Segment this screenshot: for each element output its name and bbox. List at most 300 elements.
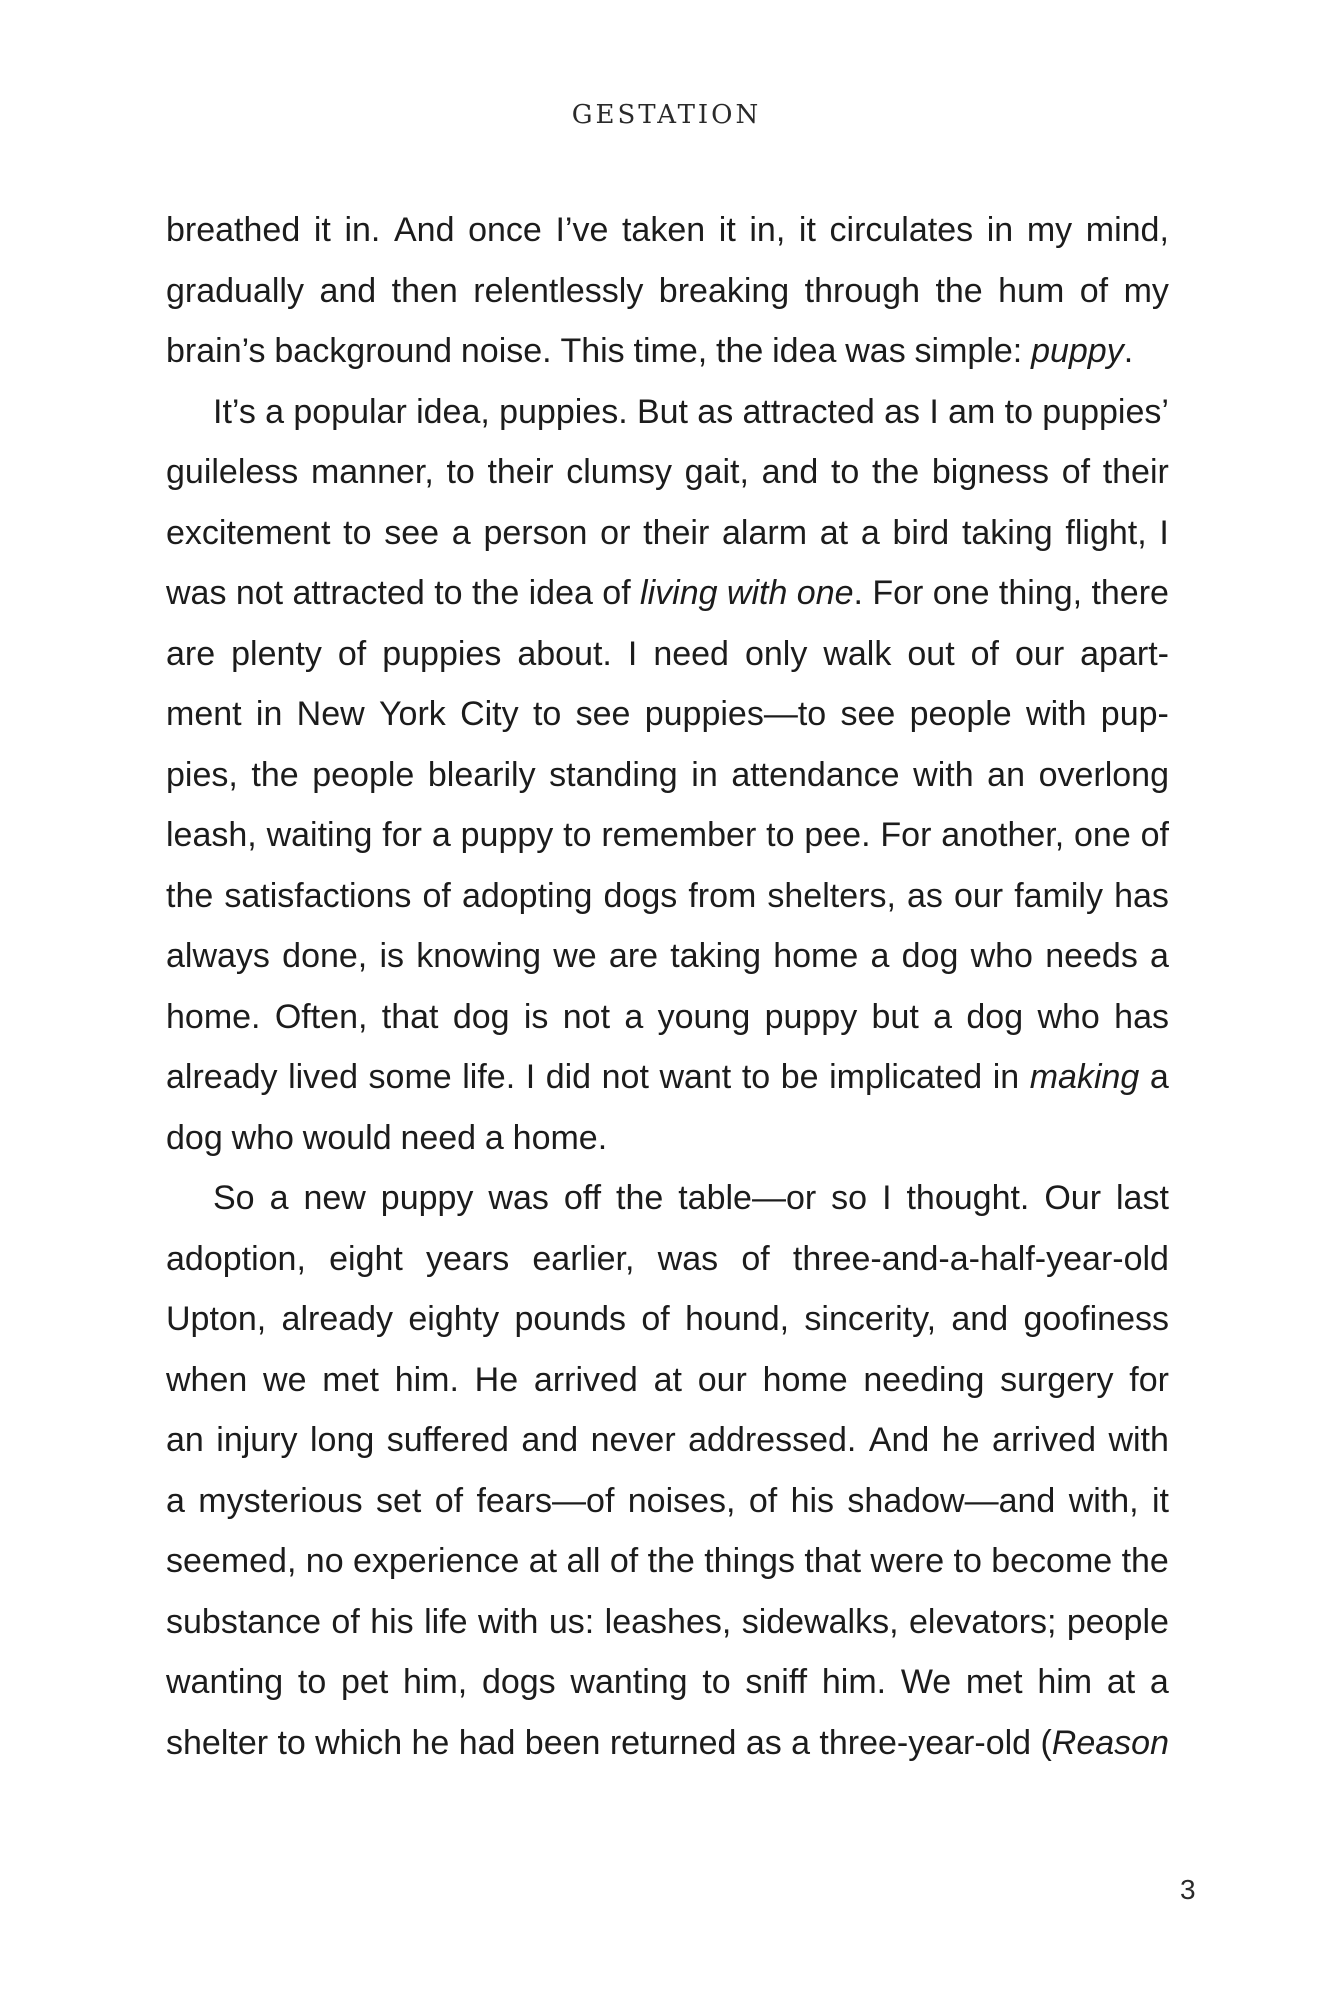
word: us: bbox=[548, 1602, 595, 1641]
word: circulates bbox=[829, 211, 974, 249]
word: pee. bbox=[804, 816, 871, 854]
word: implicated bbox=[829, 1058, 983, 1096]
word: my bbox=[1123, 271, 1169, 310]
text-line bbox=[166, 200, 1169, 261]
word: people bbox=[1066, 1602, 1169, 1641]
word: their bbox=[643, 513, 710, 552]
word: him, bbox=[402, 1663, 468, 1701]
word: idea bbox=[528, 574, 593, 612]
word: taken bbox=[621, 211, 706, 249]
word: then bbox=[391, 271, 458, 310]
word: a bbox=[1149, 1663, 1169, 1701]
text-line bbox=[166, 1350, 1169, 1411]
text-line bbox=[166, 987, 1169, 1048]
word: never bbox=[590, 1421, 676, 1459]
word: a bbox=[451, 513, 471, 552]
word: with bbox=[1108, 1421, 1169, 1459]
word: their bbox=[487, 453, 554, 491]
word: him bbox=[1037, 1663, 1093, 1701]
word: family bbox=[1014, 876, 1103, 915]
word: to bbox=[446, 453, 475, 491]
word: a bbox=[265, 392, 285, 431]
word: But bbox=[636, 392, 688, 431]
word: our bbox=[953, 876, 1004, 915]
word: or bbox=[600, 513, 631, 552]
word: adoption, bbox=[166, 1239, 306, 1278]
word: He bbox=[474, 1360, 519, 1399]
word: three-year-old bbox=[819, 1723, 1032, 1762]
word: dog bbox=[452, 997, 510, 1036]
word: for bbox=[1129, 1360, 1169, 1399]
word: bigness bbox=[931, 453, 1050, 491]
word: not bbox=[235, 574, 284, 612]
word: blearily bbox=[427, 755, 536, 794]
word: to bbox=[1004, 392, 1033, 431]
text-line bbox=[166, 503, 1169, 564]
text-line bbox=[166, 866, 1169, 927]
word: a bbox=[166, 1481, 185, 1520]
word: So bbox=[213, 1179, 255, 1217]
word: of bbox=[337, 634, 367, 673]
word: of bbox=[434, 1481, 464, 1520]
word: would bbox=[302, 1118, 392, 1157]
word: a bbox=[933, 997, 953, 1036]
word: a bbox=[624, 997, 644, 1036]
word: adopting bbox=[461, 876, 593, 915]
word: Upton, bbox=[166, 1300, 267, 1338]
word: idea, bbox=[416, 392, 490, 431]
word: for bbox=[382, 816, 422, 854]
word: idea bbox=[772, 332, 837, 370]
word: of bbox=[1061, 453, 1091, 491]
word: to bbox=[532, 695, 562, 733]
word: of bbox=[331, 1602, 360, 1641]
text-line bbox=[166, 442, 1169, 503]
word: a bbox=[484, 1118, 504, 1157]
word: to bbox=[297, 1663, 327, 1701]
text-line bbox=[166, 745, 1169, 806]
word: it bbox=[1151, 1481, 1169, 1520]
word: noise. bbox=[460, 332, 552, 370]
word: our bbox=[1015, 634, 1065, 673]
word: at bbox=[1106, 1663, 1136, 1701]
word: it bbox=[798, 211, 816, 249]
word: brain’s bbox=[166, 332, 266, 370]
word: I bbox=[525, 1058, 536, 1096]
word: flight, bbox=[1065, 513, 1147, 552]
word: but bbox=[871, 997, 919, 1036]
word: eight bbox=[329, 1239, 403, 1278]
word: (Reason bbox=[1040, 1723, 1169, 1762]
word: For bbox=[872, 574, 924, 612]
text-line bbox=[166, 926, 1169, 987]
word: long bbox=[309, 1421, 375, 1459]
word: things bbox=[704, 1542, 795, 1580]
word: to bbox=[953, 1542, 982, 1580]
word: did bbox=[545, 1058, 592, 1096]
word: young bbox=[657, 997, 751, 1036]
word: of bbox=[422, 876, 451, 915]
word: that bbox=[804, 1542, 862, 1580]
word: of bbox=[1079, 271, 1109, 310]
word: pet bbox=[341, 1663, 389, 1701]
word: elevators; bbox=[908, 1602, 1057, 1641]
body-text bbox=[166, 200, 1169, 1773]
word: and bbox=[761, 453, 819, 491]
page-number: 3 bbox=[1180, 1874, 1196, 1905]
word: And bbox=[868, 1421, 930, 1459]
word: as bbox=[884, 392, 921, 431]
word: dog bbox=[966, 997, 1024, 1036]
word: through bbox=[804, 271, 920, 310]
word: as bbox=[697, 392, 734, 431]
word: wanting bbox=[570, 1663, 688, 1701]
word: who bbox=[1037, 997, 1100, 1036]
word: been bbox=[524, 1723, 601, 1762]
word: breathed bbox=[166, 211, 301, 249]
word: as bbox=[745, 1723, 782, 1762]
word: I bbox=[1159, 513, 1169, 552]
word: so bbox=[831, 1179, 868, 1217]
word: the bbox=[166, 876, 214, 915]
word: background bbox=[274, 332, 453, 370]
word: mind, bbox=[1085, 211, 1169, 249]
word: had bbox=[458, 1723, 516, 1762]
word: needing bbox=[863, 1360, 985, 1399]
word: be bbox=[780, 1058, 819, 1096]
word: simple: bbox=[914, 332, 1023, 370]
word: a bbox=[269, 1179, 289, 1217]
word: at bbox=[653, 1360, 682, 1399]
word: one bbox=[1074, 816, 1131, 854]
word: in, bbox=[749, 211, 786, 249]
word: already bbox=[281, 1300, 394, 1338]
text-line bbox=[166, 1229, 1169, 1290]
text-line bbox=[166, 1713, 1169, 1774]
text-line bbox=[166, 1471, 1169, 1532]
word: dogs bbox=[481, 1663, 556, 1701]
word: home bbox=[762, 1360, 848, 1399]
word: about. bbox=[517, 634, 612, 673]
word: I bbox=[882, 1179, 892, 1217]
word: fears—of bbox=[476, 1481, 615, 1520]
word: set bbox=[376, 1481, 422, 1520]
word: and bbox=[951, 1300, 1009, 1338]
word: to bbox=[741, 1058, 771, 1096]
text-line bbox=[166, 1410, 1169, 1471]
word: it bbox=[313, 211, 331, 249]
word: shelters, bbox=[767, 876, 896, 915]
text-line bbox=[166, 1108, 1169, 1169]
word: needs bbox=[1045, 937, 1138, 975]
word: three-and-a-half-year-old bbox=[792, 1239, 1169, 1278]
word: life. bbox=[462, 1058, 516, 1096]
word: that bbox=[381, 997, 439, 1036]
word: the bbox=[471, 574, 520, 612]
word: not bbox=[601, 1058, 649, 1096]
word: once bbox=[468, 211, 542, 249]
word: apart- bbox=[1080, 634, 1169, 673]
word: excitement bbox=[166, 513, 331, 552]
word: who bbox=[970, 937, 1033, 975]
word: out bbox=[907, 634, 955, 673]
word: attracted bbox=[742, 392, 875, 431]
text-line bbox=[166, 684, 1169, 745]
word: home bbox=[773, 937, 859, 975]
word: I bbox=[627, 634, 638, 673]
word: and bbox=[319, 271, 377, 310]
word: For bbox=[880, 816, 932, 854]
word: is bbox=[379, 937, 405, 975]
word: with bbox=[1026, 695, 1087, 733]
text-line bbox=[166, 1652, 1169, 1713]
word: a bbox=[791, 1723, 811, 1762]
word: I’ve bbox=[555, 211, 609, 249]
word: sincerity, bbox=[804, 1300, 937, 1338]
word: was bbox=[845, 332, 906, 370]
word: This bbox=[560, 332, 625, 370]
word: mysterious bbox=[198, 1481, 363, 1520]
word: puppy bbox=[764, 997, 858, 1036]
word: an bbox=[987, 755, 1025, 794]
word: of bbox=[970, 634, 999, 673]
word: pup- bbox=[1100, 695, 1169, 733]
text-line bbox=[166, 1168, 1169, 1229]
text-line bbox=[166, 1289, 1169, 1350]
word: Often, bbox=[274, 997, 368, 1036]
word: see bbox=[575, 695, 631, 733]
word: with, bbox=[1068, 1481, 1139, 1520]
word: he bbox=[941, 1421, 980, 1459]
word: of bbox=[1140, 816, 1169, 854]
word: remember bbox=[601, 816, 757, 854]
word: was bbox=[488, 1179, 549, 1217]
word: attendance bbox=[731, 755, 900, 794]
word: are bbox=[608, 937, 659, 975]
word: popular bbox=[293, 392, 407, 431]
word: of bbox=[641, 1300, 670, 1338]
word: injury bbox=[216, 1421, 298, 1459]
word: bird bbox=[892, 513, 950, 552]
word: breaking bbox=[658, 271, 790, 310]
word: manner, bbox=[310, 453, 434, 491]
word: clumsy bbox=[566, 453, 673, 491]
word: attracted bbox=[292, 574, 425, 612]
word: already bbox=[166, 1058, 278, 1096]
word: puppy bbox=[460, 816, 554, 854]
word: York bbox=[378, 695, 446, 733]
word: to bbox=[277, 1723, 306, 1762]
word: puppy. bbox=[1031, 332, 1134, 370]
word: thing, bbox=[998, 574, 1083, 612]
word: is bbox=[523, 997, 549, 1036]
text-line bbox=[166, 1592, 1169, 1653]
text-line bbox=[166, 624, 1169, 685]
word: returned bbox=[609, 1723, 737, 1762]
word: he bbox=[411, 1723, 450, 1762]
word: And bbox=[393, 211, 455, 249]
word: some bbox=[368, 1058, 452, 1096]
word: need bbox=[653, 634, 729, 673]
word: new bbox=[303, 1179, 366, 1217]
word: are bbox=[166, 634, 216, 673]
word: a bbox=[1149, 1058, 1169, 1096]
word: relentlessly bbox=[473, 271, 644, 310]
word: him. bbox=[394, 1360, 459, 1399]
word: has bbox=[1114, 997, 1169, 1036]
word: lived bbox=[288, 1058, 358, 1096]
word: seemed, bbox=[166, 1542, 297, 1580]
word: of bbox=[748, 1481, 778, 1520]
word: the bbox=[716, 332, 764, 370]
word: living bbox=[640, 574, 718, 612]
word: his bbox=[370, 1602, 414, 1641]
word: pounds bbox=[514, 1300, 627, 1338]
word: an bbox=[166, 1421, 204, 1459]
word: his bbox=[790, 1481, 835, 1520]
word: at bbox=[819, 513, 849, 552]
word: as bbox=[906, 876, 943, 915]
word: our bbox=[697, 1360, 747, 1399]
word: of bbox=[602, 574, 631, 612]
word: to bbox=[766, 816, 795, 854]
word: substance bbox=[166, 1602, 321, 1641]
word: and bbox=[521, 1421, 579, 1459]
word: wanting bbox=[166, 1663, 284, 1701]
word: shadow—and bbox=[847, 1481, 1056, 1520]
word: not bbox=[562, 997, 611, 1036]
word: the bbox=[1121, 1542, 1169, 1580]
word: puppies—to bbox=[644, 695, 827, 733]
word: pies, bbox=[166, 755, 238, 794]
word: who bbox=[231, 1118, 294, 1157]
word: a bbox=[860, 513, 880, 552]
word: need bbox=[400, 1118, 477, 1157]
word: am bbox=[948, 392, 996, 431]
word: overlong bbox=[1038, 755, 1169, 794]
word: City bbox=[460, 695, 519, 733]
text-line bbox=[166, 321, 1169, 382]
word: arrived bbox=[992, 1421, 1096, 1459]
word: home. bbox=[512, 1118, 608, 1157]
word: dog bbox=[901, 937, 959, 975]
word: the bbox=[647, 1542, 695, 1580]
word: goofiness bbox=[1023, 1300, 1169, 1338]
word: a bbox=[1150, 937, 1169, 975]
word: to bbox=[343, 513, 372, 552]
word: last bbox=[1116, 1179, 1169, 1217]
word: shelter bbox=[166, 1723, 269, 1762]
word: another, bbox=[941, 816, 1065, 854]
word: in bbox=[986, 211, 1014, 249]
word: New bbox=[296, 695, 365, 733]
word: We bbox=[900, 1663, 952, 1701]
word: guileless bbox=[166, 453, 299, 491]
word: in bbox=[992, 1058, 1020, 1096]
word: alarm bbox=[722, 513, 808, 552]
word: to bbox=[434, 574, 463, 612]
word: taking bbox=[961, 513, 1053, 552]
text-line bbox=[166, 382, 1169, 443]
word: eighty bbox=[408, 1300, 500, 1338]
word: plenty bbox=[231, 634, 322, 673]
word: see bbox=[840, 695, 896, 733]
word: arrived bbox=[533, 1360, 638, 1399]
text-line bbox=[166, 1531, 1169, 1592]
word: I bbox=[929, 392, 939, 431]
word: to bbox=[702, 1663, 731, 1701]
word: noises, bbox=[627, 1481, 736, 1520]
text-line bbox=[166, 261, 1169, 322]
word: life bbox=[424, 1602, 468, 1641]
word: it bbox=[718, 211, 736, 249]
word: the bbox=[251, 755, 299, 794]
word: of bbox=[741, 1239, 770, 1278]
word: ment bbox=[166, 695, 242, 733]
word: in bbox=[691, 755, 718, 794]
word: experience bbox=[352, 1542, 520, 1580]
word: satisfactions bbox=[224, 876, 412, 915]
word: in. bbox=[344, 211, 381, 249]
word: home. bbox=[166, 997, 261, 1036]
word: people bbox=[909, 695, 1012, 733]
word: the bbox=[871, 453, 920, 491]
word: dogs bbox=[603, 876, 678, 915]
word: were bbox=[870, 1542, 945, 1580]
word: their bbox=[1102, 453, 1169, 491]
word: met bbox=[965, 1663, 1023, 1701]
word: gradually bbox=[166, 271, 304, 310]
word: surgery bbox=[1000, 1360, 1114, 1399]
word: leash, bbox=[166, 816, 257, 854]
word: always bbox=[166, 937, 270, 975]
word: we bbox=[263, 1360, 307, 1399]
word: which bbox=[315, 1723, 403, 1762]
word: one bbox=[932, 574, 990, 612]
word: has bbox=[1114, 876, 1169, 915]
word: to bbox=[563, 816, 592, 854]
word: when bbox=[166, 1360, 248, 1399]
word: done, bbox=[282, 937, 368, 975]
word: dog bbox=[166, 1118, 223, 1157]
word: a bbox=[431, 816, 451, 854]
word: puppies. bbox=[499, 392, 628, 431]
word: Our bbox=[1044, 1179, 1102, 1217]
word: was bbox=[166, 574, 227, 612]
word: puppies bbox=[382, 634, 502, 673]
running-head: GESTATION bbox=[571, 100, 762, 130]
word: with bbox=[913, 755, 974, 794]
word: want bbox=[659, 1058, 732, 1096]
word: sidewalks, bbox=[741, 1602, 899, 1641]
word: walk bbox=[823, 634, 892, 673]
word: making bbox=[1029, 1058, 1140, 1096]
word: him. bbox=[821, 1663, 887, 1701]
word: all bbox=[566, 1542, 601, 1580]
word: my bbox=[1026, 211, 1073, 249]
word: people bbox=[312, 755, 415, 794]
word: person bbox=[483, 513, 588, 552]
word: the bbox=[616, 1179, 664, 1217]
word: one. bbox=[796, 574, 863, 612]
word: thought. bbox=[906, 1179, 1030, 1217]
word: time, bbox=[633, 332, 708, 370]
word: sniff bbox=[745, 1663, 808, 1701]
word: see bbox=[384, 513, 440, 552]
word: hound, bbox=[685, 1300, 790, 1338]
text-line bbox=[166, 1047, 1169, 1108]
word: leashes, bbox=[604, 1602, 732, 1641]
